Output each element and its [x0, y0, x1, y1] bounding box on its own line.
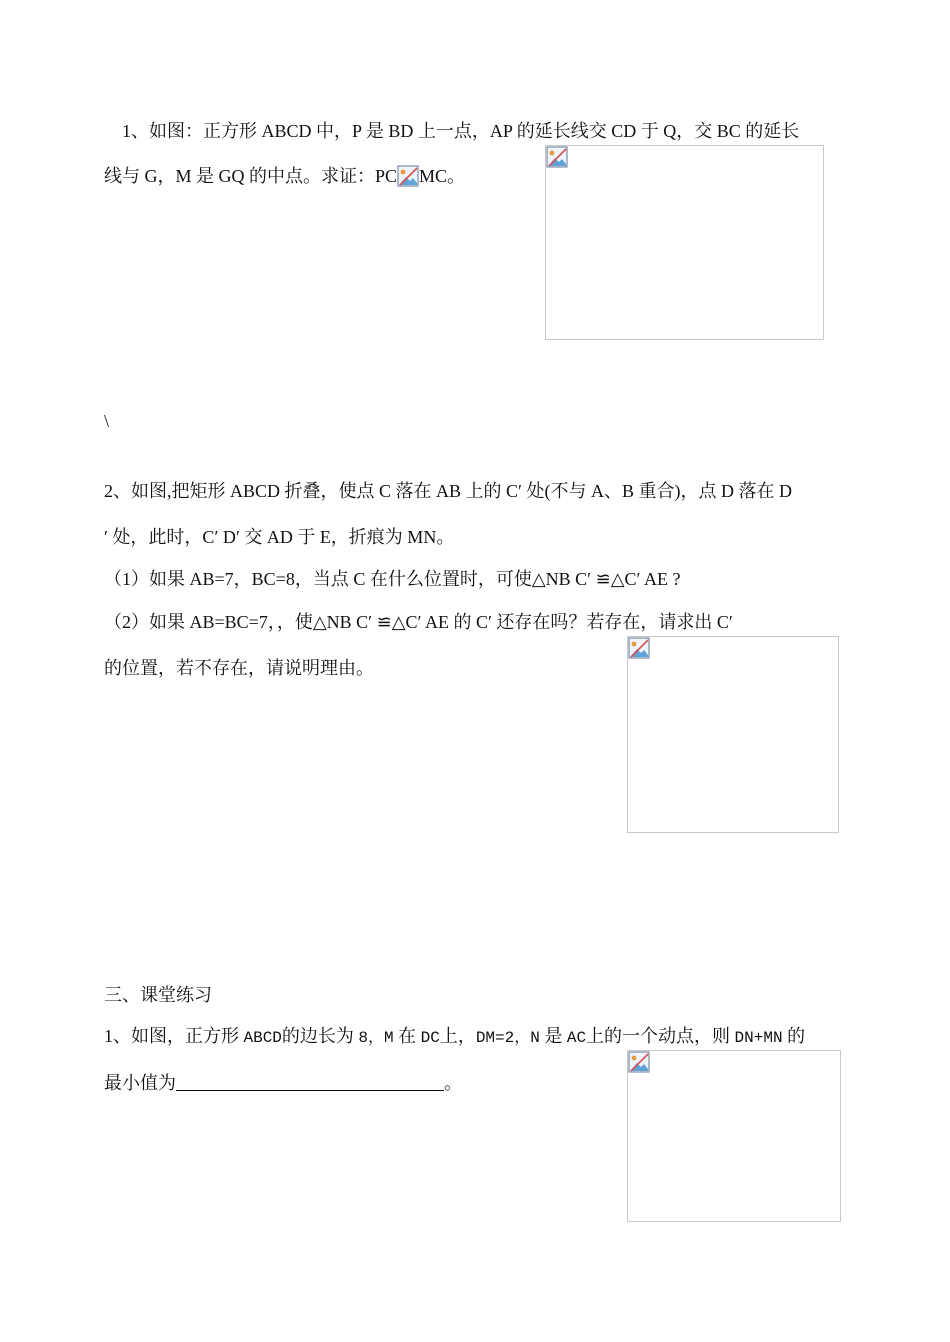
broken-image-icon: [628, 637, 650, 659]
problem2-question2-cont: 的位置，若不存在，请说明理由。: [104, 658, 374, 678]
broken-image-icon: [397, 165, 419, 187]
text-segment: 在: [398, 1026, 417, 1046]
answer-blank[interactable]: [176, 1072, 444, 1091]
text-segment: 。: [444, 1073, 462, 1093]
figure-1: [545, 145, 824, 340]
problem2-line1: 2、如图,把矩形 ABCD 折叠，使点 C 落在 AB 上的 C′ 处(不与 A、B 重合)，点 D 落在 D: [104, 481, 792, 501]
problem1-line2-before: 线与 G，M 是 GQ 的中点。求证：PC: [104, 166, 398, 186]
text-segment: 上的一个动点，则: [586, 1026, 731, 1046]
problem1-line1: 1、如图：正方形 ABCD 中，P 是 BD 上一点，AP 的延长线交 CD 于 Q，交 BC 的延长: [122, 121, 800, 141]
section3-line1: [104, 1024, 805, 1050]
text-segment: 1、如图，正方形: [104, 1026, 239, 1046]
text-segment: 上，: [439, 1026, 476, 1046]
stray-backslash: \: [104, 411, 110, 431]
text-segment: 是: [544, 1026, 563, 1046]
problem1-line2-after: MC。: [419, 166, 466, 186]
text-segment: 的: [787, 1026, 806, 1046]
figure-2: [627, 636, 839, 833]
problem2-question1: （1）如果 AB=7，BC=8，当点 C 在什么位置时，可使△NB C′ ≌△C′ AE ?: [104, 569, 681, 589]
text-segment: DN+MN: [734, 1029, 783, 1047]
broken-image-icon: [546, 146, 568, 168]
broken-image-icon: [628, 1051, 650, 1073]
section3-line2: [104, 1071, 462, 1095]
text-segment: DM=2，N: [475, 1029, 540, 1047]
problem2-question2: （2）如果 AB=BC=7，，使△NB C′ ≌△C′ AE 的 C′ 还存在吗？若存在，请求出 C′: [104, 612, 733, 632]
text-segment: 的边长为: [281, 1026, 354, 1046]
text-segment: AC: [566, 1029, 587, 1047]
figure-3: [627, 1050, 841, 1222]
text-segment: 8，M: [358, 1029, 394, 1047]
text-segment: 最小值为: [104, 1073, 176, 1093]
problem2-line2: ′ 处，此时，C′ D′ 交 AD 于 E，折痕为 MN。: [104, 527, 455, 547]
problem1-line2: [104, 164, 465, 188]
text-segment: DC: [420, 1029, 440, 1047]
section3-heading: 三、课堂练习: [104, 985, 212, 1005]
text-segment: ABCD: [243, 1029, 282, 1047]
